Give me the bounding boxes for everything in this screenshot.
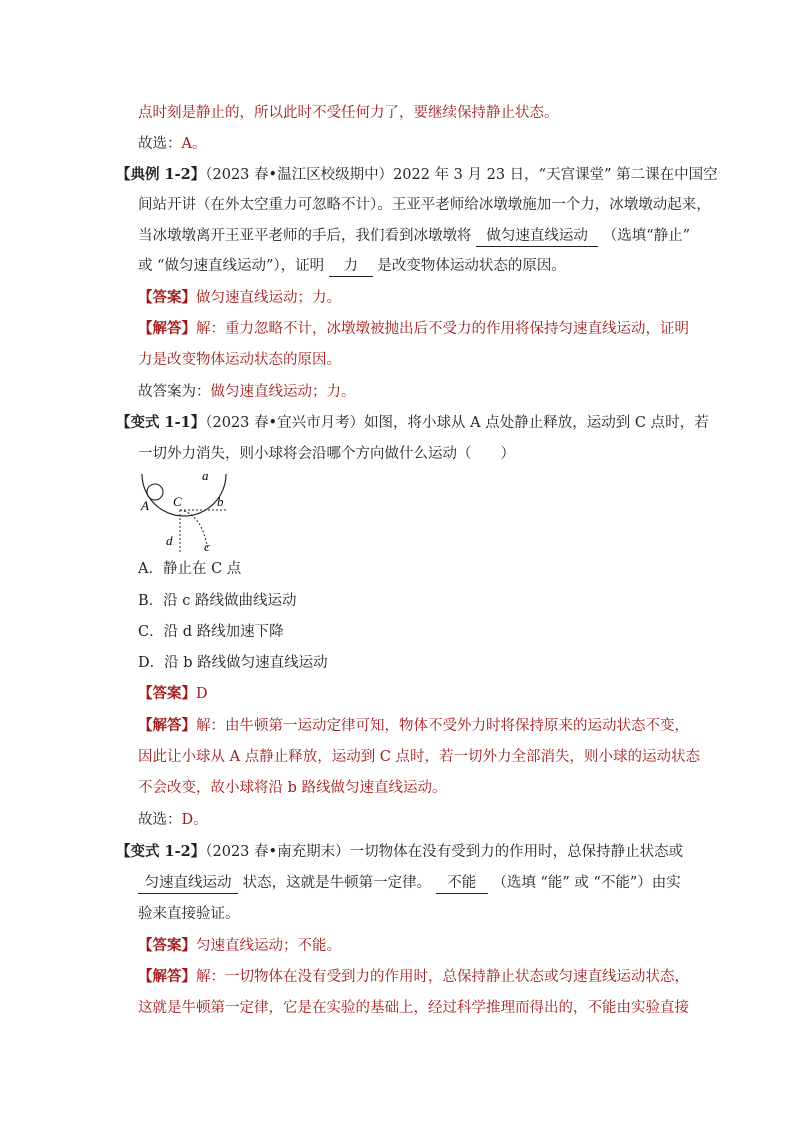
variant-tag: 【变式 1-2】 — [116, 843, 206, 860]
analysis-tag: 【解答】 — [138, 320, 196, 337]
variant-tag: 【变式 1-1】 — [116, 414, 206, 431]
choose-value: D。 — [181, 812, 208, 828]
variant-1-2-line-3: 验来直接验证。 — [138, 906, 240, 922]
answer-text: 做匀速直线运动；力。 — [196, 290, 341, 306]
example-1-2-line-4 — [138, 256, 566, 277]
variant-1-1-choose — [138, 810, 208, 830]
analysis-tag: 【解答】 — [138, 968, 196, 985]
label-b: b — [217, 494, 224, 509]
question-text: 如图，将小球从 A 点处静止释放，运动到 C 点时，若 — [364, 415, 709, 431]
prev-analysis-line: 点时刻是静止的，所以此时不受任何力了，要继续保持静止状态。 — [138, 105, 559, 121]
answer-tag: 【答案】 — [138, 289, 196, 306]
variant-1-2-analysis-1 — [138, 967, 689, 987]
example-1-2-analysis-2: 力是改变物体运动状态的原因。 — [138, 352, 341, 368]
question-source: （2023 春•南充期末） — [205, 844, 350, 860]
example-1-2-final — [138, 382, 356, 402]
question-text: 是改变物体运动状态的原因。 — [377, 258, 566, 274]
analysis-tag: 【解答】 — [138, 717, 196, 734]
answer-text: 匀速直线运动；不能。 — [196, 938, 341, 954]
question-text: 2022 年 3 月 23 日，“天宫课堂” 第二课在中国空 — [393, 167, 718, 183]
variant-1-1-analysis-2: 因此让小球从 A 点静止释放，运动到 C 点时，若一切外力全部消失，则小球的运动状态 — [138, 749, 700, 765]
variant-1-2-answer — [138, 936, 341, 956]
example-1-2-analysis-1 — [138, 319, 689, 339]
example-1-2-line-1 — [116, 165, 718, 185]
choose-value: A。 — [181, 136, 207, 152]
variant-1-1-line-2: 一切外力消失，则小球将会沿哪个方向做什么运动（ ） — [138, 446, 515, 462]
analysis-text: 解：由牛顿第一运动定律可知，物体不受外力时将保持原来的运动状态不变， — [196, 718, 689, 734]
option-d: D．沿 b 路线做匀速直线运动 — [138, 655, 328, 671]
track-diagram — [138, 466, 234, 556]
label-C: C — [173, 494, 182, 509]
choose-label: 故选： — [138, 136, 182, 152]
label-A: A — [141, 498, 149, 513]
example-1-2-line-3 — [138, 226, 690, 247]
label-a: a — [202, 468, 209, 483]
prev-choose — [138, 134, 206, 154]
question-text: 当冰墩墩离开王亚平老师的手后，我们看到冰墩墩将 — [138, 228, 472, 244]
analysis-text: 解：一切物体在没有受到力的作用时，总保持静止状态或匀速直线运动状态， — [196, 969, 689, 985]
answer-tag: 【答案】 — [138, 937, 196, 954]
label-c: c — [204, 539, 210, 554]
variant-1-2-line-1 — [116, 842, 683, 862]
final-label: 故答案为： — [138, 384, 211, 400]
question-text: 状态，这就是牛顿第一定律。 — [242, 875, 432, 891]
answer-blank-2: 力 — [329, 256, 373, 277]
variant-1-1-analysis-1 — [138, 716, 689, 736]
option-c: C．沿 d 路线加速下降 — [138, 624, 284, 640]
variant-1-1-line-1 — [116, 413, 709, 433]
question-source: （2023 春•宜兴市月考） — [205, 415, 365, 431]
example-1-2-answer — [138, 288, 341, 308]
variant-1-2-analysis-2: 这就是牛顿第一定律，它是在实验的基础上，经过科学推理而得出的，不能由实验直接 — [138, 1000, 689, 1016]
analysis-text: 解：重力忽略不计，冰墩墩被抛出后不受力的作用将保持匀速直线运动，证明 — [196, 321, 689, 337]
answer-tag: 【答案】 — [138, 685, 196, 702]
variant-1-2-line-2 — [138, 873, 681, 894]
question-source: （2023 春•温江区校级期中） — [205, 167, 394, 183]
example-1-2-line-2: 间站开讲（在外太空重力可忽略不计）。王亚平老师给冰墩墩施加一个力，冰墩墩动起来， — [138, 197, 711, 213]
question-text: （选填“静止” — [602, 228, 691, 244]
question-text: （选填 “能” 或 “不能”）由实 — [492, 875, 681, 891]
variant-1-1-analysis-3: 不会改变，故小球将沿 b 路线做匀速直线运动。 — [138, 780, 447, 796]
question-text: 一切物体在没有受到力的作用时，总保持静止状态或 — [349, 844, 684, 860]
option-b: B．沿 c 路线做曲线运动 — [138, 593, 297, 609]
answer-text: D — [196, 686, 208, 702]
answer-blank-1: 匀速直线运动 — [138, 873, 238, 894]
variant-1-1-answer — [138, 684, 208, 704]
answer-blank-2: 不能 — [436, 873, 488, 894]
choose-label: 故选： — [138, 812, 182, 828]
label-d: d — [166, 533, 173, 548]
answer-blank-1: 做匀速直线运动 — [476, 226, 598, 247]
example-tag: 【典例 1-2】 — [116, 166, 206, 183]
option-a: A．静止在 C 点 — [138, 561, 242, 577]
ball — [147, 484, 163, 500]
question-text: 或 “做匀速直线运动”），证明 — [138, 258, 325, 274]
final-value: 做匀速直线运动；力。 — [210, 384, 356, 400]
